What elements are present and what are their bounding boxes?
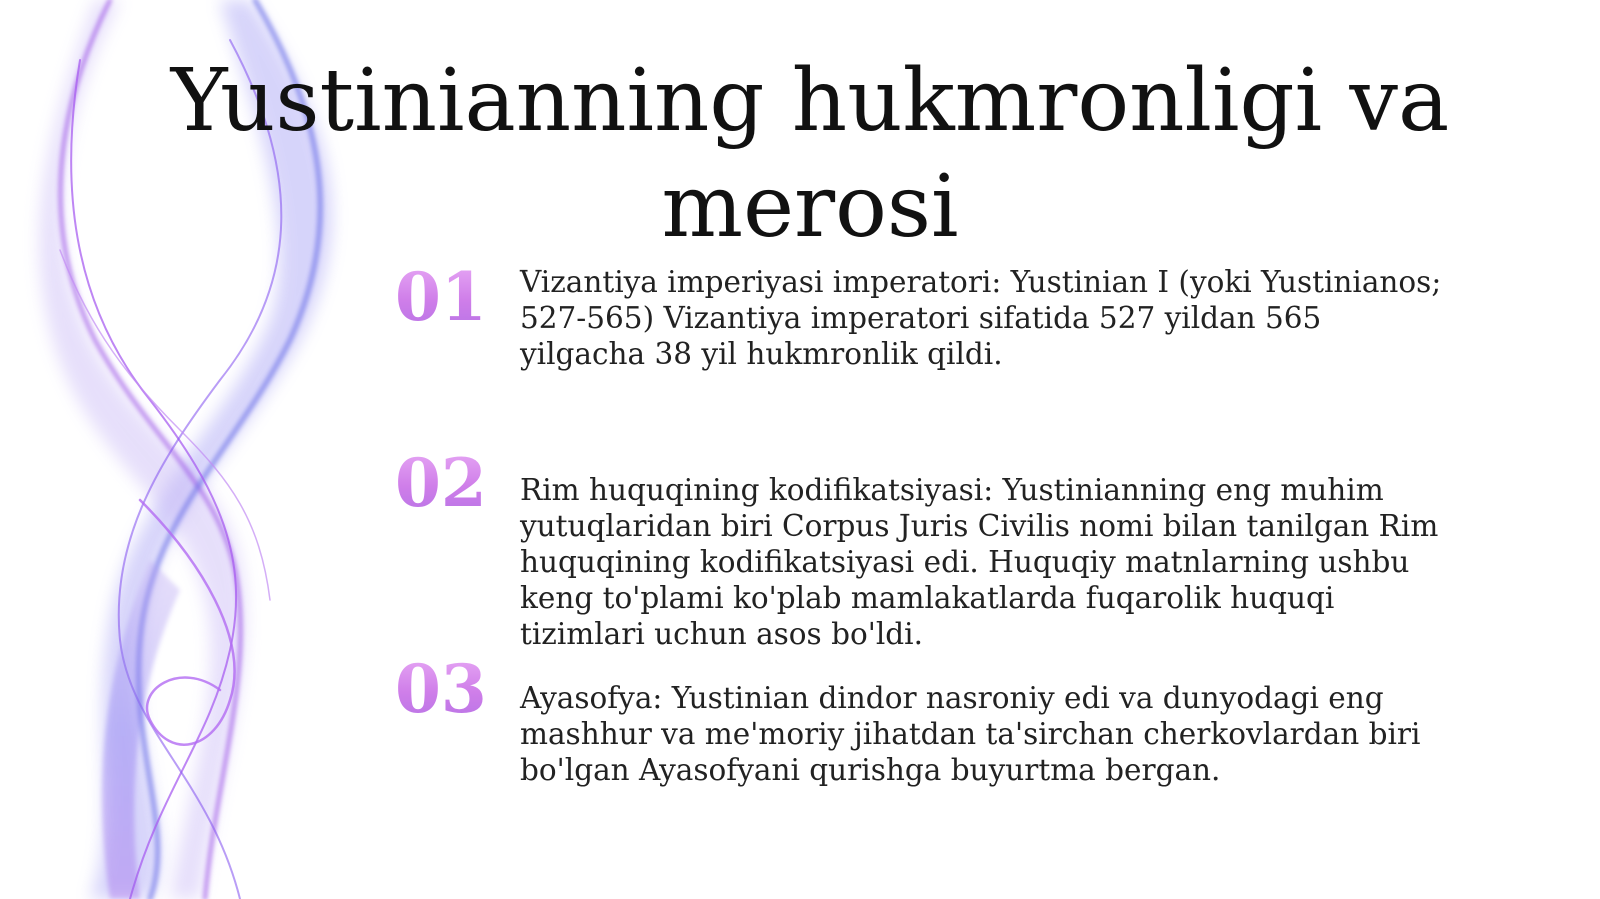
- item-text: Vizantiya imperiyasi imperatori: Yustinian I (yoki Yustinianos; 527-565) Vizantiya imperatori sifatida 527 yildan 565 yilgacha 38 yil hukmronlik qildi.: [520, 265, 1442, 371]
- item-text: Ayasofya: Yustinian dindor nasroniy edi va dunyodagi eng mashhur va me'moriy jihatdan ta'sirchan cherkovlardan biri bo'lgan Ayasofyani qurishga buyurtma bergan.: [520, 681, 1421, 787]
- item-number: 02: [395, 444, 487, 522]
- item-number: 01: [395, 258, 487, 336]
- slide-title: Yustinianning hukmronligi va merosi: [170, 51, 1450, 257]
- item-number: 03: [395, 650, 487, 728]
- item-text: Rim huquqining kodifikatsiyasi: Yustinianning eng muhim yutuqlaridan biri Corpus Juris Civilis nomi bilan tanilgan Rim huquqining kodifikatsiyasi edi. Huquqiy matnlarning ushbu keng to'plami ko'plab mamlakatlarda fuqarolik huquqi tizimlari uchun asos bo'ldi.: [520, 473, 1439, 651]
